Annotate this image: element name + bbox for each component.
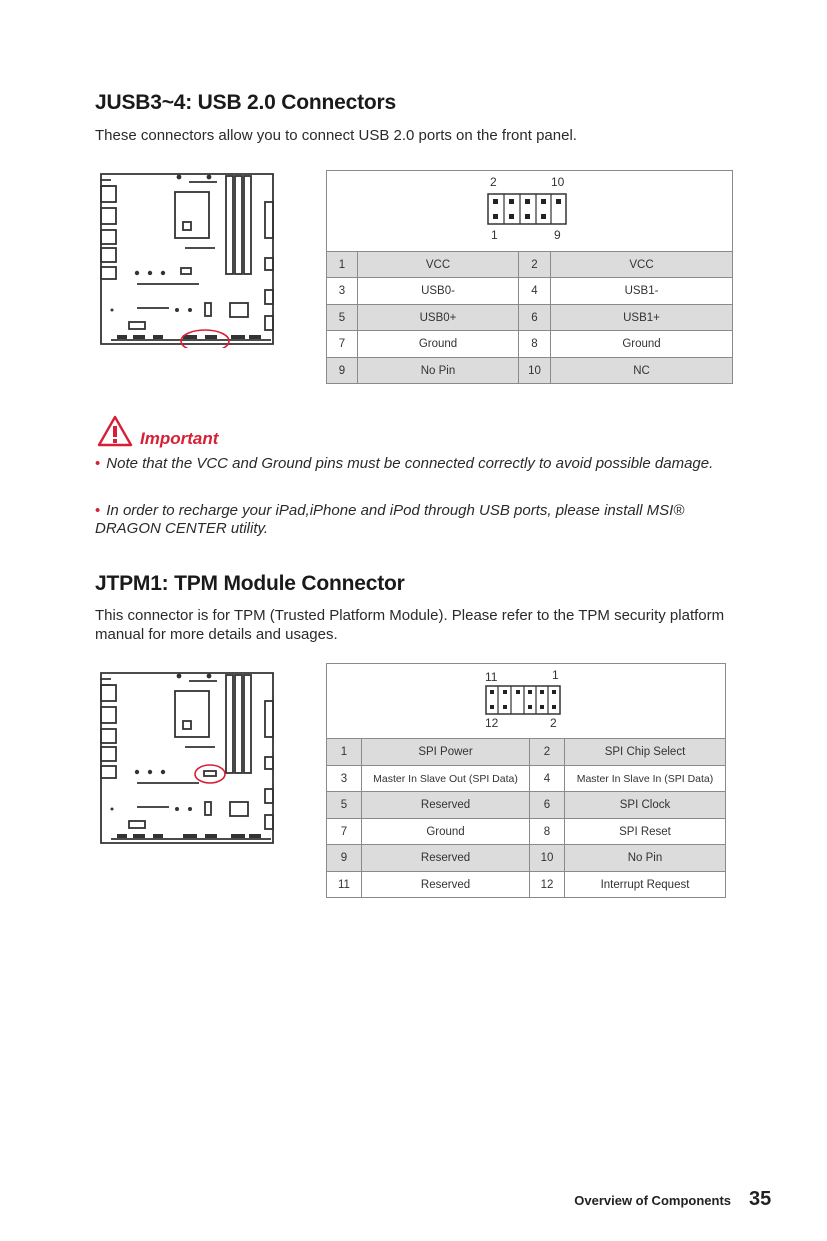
table-row [327, 766, 726, 792]
note-text: In order to recharge your iPad,iPhone and iPod through USB ports, please install MSI® DRAGON CENTER utility. [95, 502, 685, 537]
table-row [327, 331, 733, 358]
pin-number: 4 [519, 278, 551, 305]
pin-signal: SPI Power [362, 739, 530, 766]
pin-number: 8 [519, 331, 551, 358]
tpm-header-highlight [195, 765, 225, 783]
tpm-pinout-table [326, 663, 726, 898]
tpm-section-description: This connector is for TPM (Trusted Platform Module). Please refer to the TPM security platform manual for more details and usages. [95, 607, 725, 643]
page-number: 35 [749, 1188, 772, 1210]
pin-signal: SPI Chip Select [565, 739, 726, 766]
tpm-pin-label-bottom-left: 12 [485, 716, 499, 730]
table-row [327, 845, 726, 872]
motherboard-diagram-tpm [97, 669, 277, 847]
usb-header-pin-icon [487, 193, 567, 225]
pin-number: 5 [327, 792, 362, 819]
warning-icon [96, 414, 134, 448]
pin-signal: No Pin [565, 845, 726, 872]
pin-signal: Reserved [362, 845, 530, 872]
usb-section-title: JUSB3~4: USB 2.0 Connectors [95, 91, 396, 114]
tpm-pin-label-top-left: 11 [485, 670, 498, 684]
pin-number: 1 [327, 739, 362, 766]
pin-number: 12 [530, 872, 565, 898]
pin-signal: Ground [551, 331, 733, 358]
footer-section-label: Overview of Components [574, 1193, 731, 1208]
note-text: Note that the VCC and Ground pins must be connected correctly to avoid possible damage. [106, 455, 714, 472]
usb-pin-label-bottom-left: 1 [491, 228, 498, 242]
pin-signal: VCC [551, 252, 733, 278]
usb-pin-label-top-left: 2 [490, 175, 497, 189]
pin-number: 10 [519, 358, 551, 384]
table-row [327, 739, 726, 766]
important-note-1 [95, 455, 735, 473]
pin-signal: Ground [362, 819, 530, 845]
pin-signal: USB1+ [551, 305, 733, 331]
tpm-pin-label-top-right: 1 [552, 668, 559, 682]
motherboard-diagram-usb [97, 170, 277, 348]
usb-pinout-table [326, 170, 733, 384]
usb-connector-header [327, 171, 733, 252]
pin-signal: Interrupt Request [565, 872, 726, 898]
pin-signal: Master In Slave In (SPI Data) [565, 766, 726, 792]
important-title: Important [140, 429, 219, 448]
pin-signal: VCC [358, 252, 519, 278]
pin-signal: USB0- [358, 278, 519, 305]
table-row [327, 305, 733, 331]
table-row [327, 252, 733, 278]
pin-number: 3 [327, 278, 358, 305]
pin-number: 1 [327, 252, 358, 278]
pin-signal: Reserved [362, 872, 530, 898]
bullet-icon: • [95, 455, 101, 472]
pin-number: 9 [327, 358, 358, 384]
table-row [327, 358, 733, 384]
pin-number: 9 [327, 845, 362, 872]
bullet-icon: • [95, 502, 101, 519]
pin-number: 3 [327, 766, 362, 792]
table-row [327, 872, 726, 898]
pin-number: 7 [327, 819, 362, 845]
pin-number: 5 [327, 305, 358, 331]
pin-number: 8 [530, 819, 565, 845]
important-note-2 [95, 502, 735, 538]
table-row [327, 819, 726, 845]
tpm-section-title: JTPM1: TPM Module Connector [95, 572, 405, 595]
pin-signal: USB1- [551, 278, 733, 305]
pin-signal: Master In Slave Out (SPI Data) [362, 766, 530, 792]
pin-number: 2 [519, 252, 551, 278]
pin-signal: NC [551, 358, 733, 384]
pin-number: 7 [327, 331, 358, 358]
table-row [327, 278, 733, 305]
tpm-pin-label-bottom-right: 2 [550, 716, 557, 730]
usb-pin-label-top-right: 10 [551, 175, 565, 189]
pin-number: 10 [530, 845, 565, 872]
tpm-connector-header [327, 664, 726, 739]
tpm-header-pin-icon [485, 685, 561, 715]
table-row [327, 792, 726, 819]
pin-signal: Reserved [362, 792, 530, 819]
pin-number: 2 [530, 739, 565, 766]
pin-number: 11 [327, 872, 362, 898]
pin-signal: Ground [358, 331, 519, 358]
usb-section-description: These connectors allow you to connect USB 2.0 ports on the front panel. [95, 127, 577, 144]
pin-number: 6 [530, 792, 565, 819]
pin-number: 6 [519, 305, 551, 331]
pin-number: 4 [530, 766, 565, 792]
pin-signal: USB0+ [358, 305, 519, 331]
pin-signal: SPI Clock [565, 792, 726, 819]
pin-signal: No Pin [358, 358, 519, 384]
usb-pin-label-bottom-right: 9 [554, 228, 561, 242]
pin-signal: SPI Reset [565, 819, 726, 845]
